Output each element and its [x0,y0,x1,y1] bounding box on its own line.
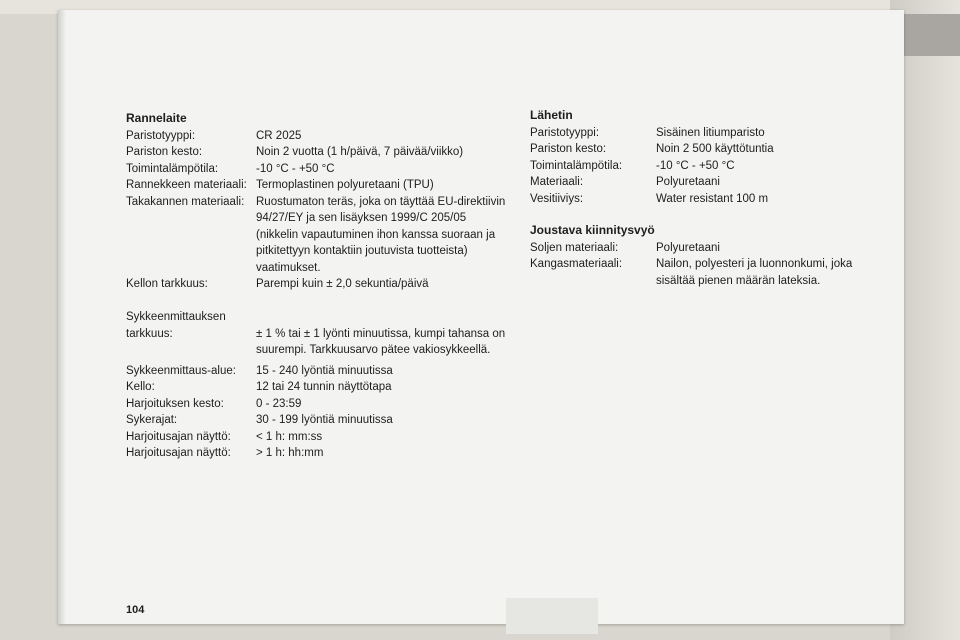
spec-row [126,177,506,194]
spec-label: Rannekkeen materiaali: [126,179,247,191]
spec-row [126,445,506,462]
spec-label: Soljen materiaali: [530,241,619,254]
section-lahetin [530,107,870,207]
spec-row [126,396,506,413]
spec-label: Kello: [126,381,155,393]
spec-label: Sykkeenmittauksen tarkkuus: [126,311,226,340]
footer-mark [506,598,598,634]
spec-row [126,144,506,161]
spec-value: < 1 h: mm:ss [256,430,323,443]
spec-row [530,240,870,257]
spec-row [126,128,506,145]
spec-value: 30 - 199 lyöntiä minuutissa [256,414,393,426]
section-rannelaite [126,110,506,462]
spec-row [530,174,870,191]
spec-label: Toimintalämpötila: [530,159,623,172]
section-title: Rannelaite [126,111,187,125]
spec-row [530,158,870,175]
spec-row [126,379,506,396]
spec-row [126,293,506,359]
spec-label: Pariston kesto: [126,146,203,158]
spec-value: Parempi kuin ± 2,0 sekuntia/päivä [256,278,429,290]
spec-value: Ruostumaton teräs, joka on täyttää EU-direktiivin 94/27/EY ja sen lisäyksen 1999/C 205/05 (nikkelin vapautuminen ihon kanssa suoraan ja pitkitettyyn kontaktiin joutuvista tuotteista) vaatimukset. [256,195,506,274]
spec-value: 12 tai 24 tunnin näyttötapa [256,381,392,393]
spec-row [530,191,870,208]
spec-label: Sykkeenmittaus-alue: [126,364,236,377]
spec-label: Pariston kesto: [530,143,607,155]
spec-row [530,141,870,158]
spec-row [126,363,506,380]
spec-row [126,276,506,293]
spec-row [126,429,506,446]
spec-label: Vesitiiviys: [530,192,584,205]
spec-row [530,125,870,142]
spec-label: Harjoitusajan näyttö: [126,430,231,443]
spec-value: Termoplastinen polyuretaani (TPU) [256,179,434,191]
spec-value: Polyuretaani [656,176,720,188]
section-joustava-kiinnitysvyo [530,222,870,289]
spec-value: 0 - 23:59 [256,397,302,410]
spec-value: Noin 2 vuotta (1 h/päivä, 7 päivää/viikko) [256,146,464,158]
spec-label: Sykerajat: [126,414,178,426]
spec-label: Takakannen materiaali: [126,195,245,208]
spec-value: -10 °C - +50 °C [256,162,335,175]
spec-label: Harjoituksen kesto: [126,397,224,410]
spec-label: Harjoitusajan näyttö: [126,447,231,459]
page-fold [58,10,66,624]
spec-value: Noin 2 500 käyttötuntia [656,143,774,155]
spec-value: Nailon, polyesteri ja luonnonkumi, joka sisältää pienen määrän lateksia. [656,258,853,287]
spec-row [126,412,506,429]
spec-value: > 1 h: hh:mm [256,447,324,459]
spec-value: -10 °C - +50 °C [656,159,735,172]
spec-row [126,194,506,277]
spec-label: Kangasmateriaali: [530,258,623,270]
spec-value: Water resistant 100 m [656,192,769,205]
spec-label: Kellon tarkkuus: [126,278,208,290]
spec-row [126,161,506,178]
spec-label: Toimintalämpötila: [126,162,219,175]
page-number: 104 [126,604,145,616]
section-title: Lähetin [530,108,573,122]
spec-value: CR 2025 [256,129,302,142]
spec-label: Materiaali: [530,176,584,188]
spec-label: Paristotyyppi: [126,129,196,142]
spec-value: Sisäinen litiumparisto [656,126,765,139]
spec-row [530,256,870,289]
spec-value: Polyuretaani [656,241,720,254]
spec-value: 15 - 240 lyöntiä minuutissa [256,364,393,377]
section-title: Joustava kiinnitysvyö [530,223,655,237]
spec-label: Paristotyyppi: [530,126,600,139]
spec-value: ± 1 % tai ± 1 lyönti minuutissa, kumpi tahansa on suurempi. Tarkkuusarvo pätee vakiosykkeellä. [256,327,506,356]
